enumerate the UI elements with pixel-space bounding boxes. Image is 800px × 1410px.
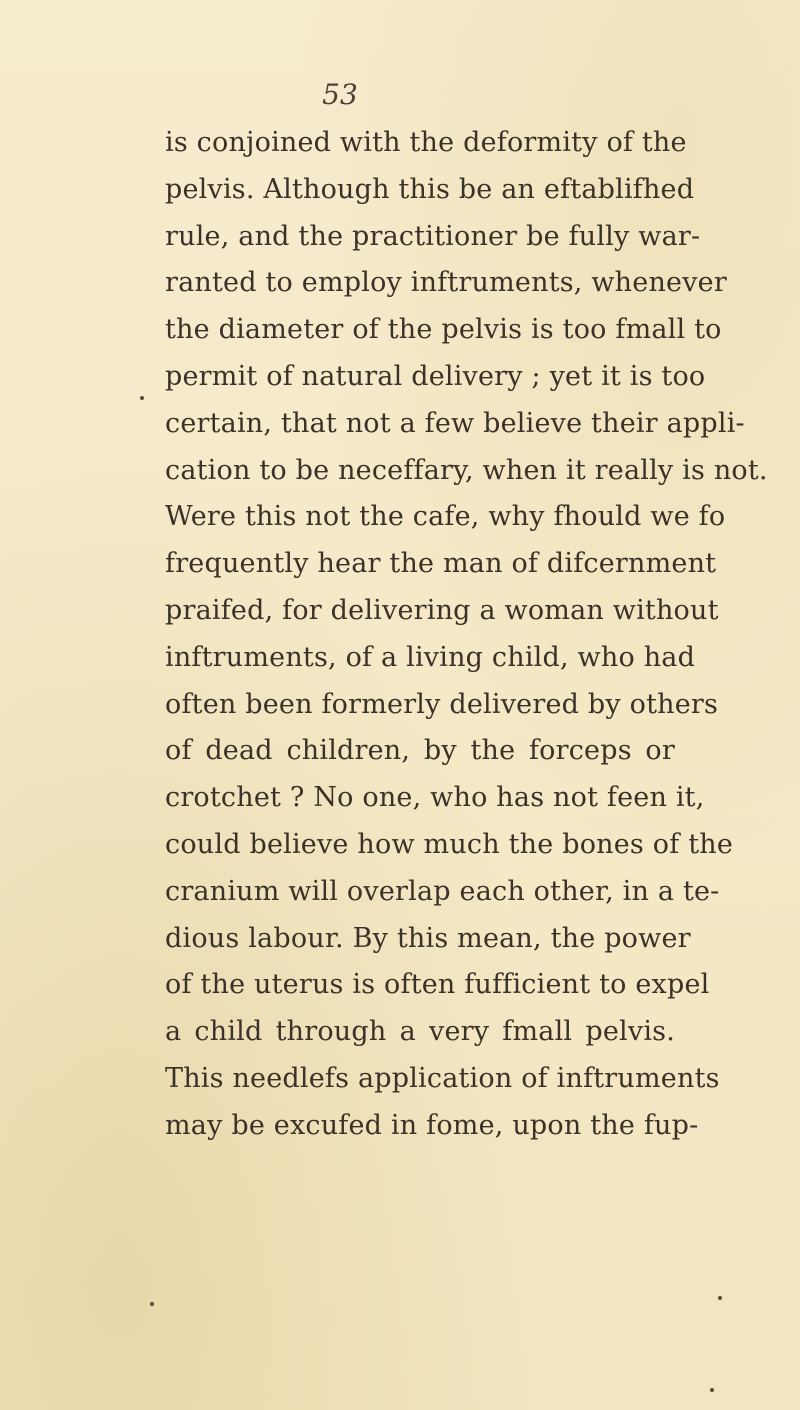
ink-speck: [140, 396, 144, 400]
text-line: could believe how much the bones of the: [165, 828, 734, 860]
text-line: pelvis. Although this be an eftablifhed: [165, 173, 695, 205]
text-line: frequently hear the man of difcernment: [165, 548, 717, 580]
text-line: certain, that not a few believe their appli-: [165, 407, 745, 439]
text-line: a child through a very fmall pelvis.: [165, 1016, 675, 1048]
page-number: 53: [322, 78, 358, 111]
text-line: cranium will overlap each other, in a te-: [165, 875, 720, 907]
ink-speck: [710, 1388, 714, 1392]
text-line: the diameter of the pelvis is too fmall to: [165, 314, 722, 346]
text-line: praifed, for delivering a woman without: [165, 594, 719, 626]
text-line: crotchet ? No one, who has not feen it,: [165, 782, 705, 814]
text-line: rule, and the practitioner be fully war-: [165, 220, 701, 252]
text-line: of the uterus is often fufficient to expel: [165, 969, 710, 1001]
text-line: of dead children, by the forceps or: [165, 735, 675, 767]
ink-speck: [150, 1302, 154, 1306]
text-line: is conjoined with the deformity of the: [165, 127, 687, 158]
text-line: permit of natural delivery ; yet it is too: [165, 360, 706, 392]
body-text: [165, 120, 768, 1150]
text-line: inftruments, of a living child, who had: [165, 641, 696, 673]
text-line: may be excufed in fome, upon the fup-: [165, 1109, 699, 1141]
text-line: Were this not the cafe, why fhould we fo: [165, 501, 726, 533]
text-line: cation to be neceffary, when it really is not.: [165, 454, 768, 486]
ink-speck: [718, 1296, 722, 1300]
text-line: often been formerly delivered by others: [165, 688, 719, 720]
text-line: This needlefs application of inftruments: [165, 1062, 720, 1094]
text-line: ranted to employ inftruments, whenever: [165, 267, 727, 299]
text-line: dious labour. By this mean, the power: [165, 922, 691, 954]
